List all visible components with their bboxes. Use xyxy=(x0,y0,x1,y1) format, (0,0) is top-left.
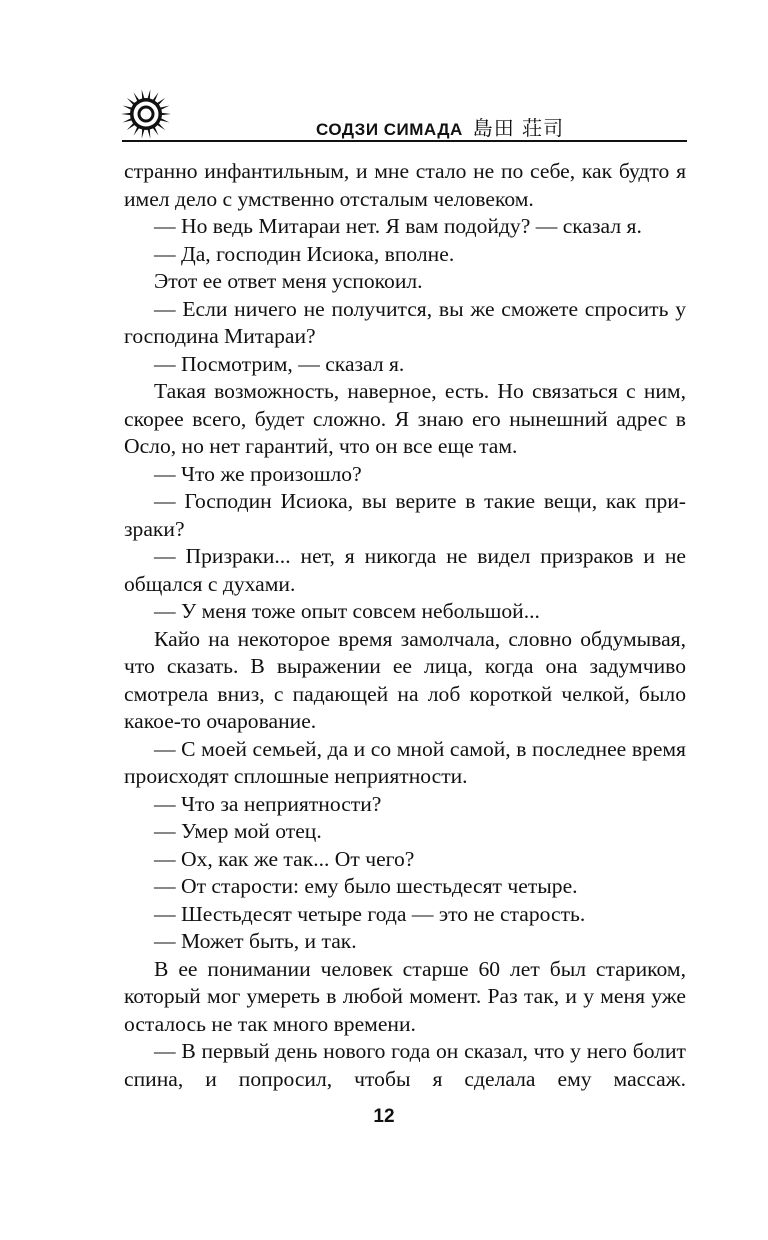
running-head xyxy=(316,112,564,141)
paragraph: — Что за неприятности? xyxy=(154,791,382,816)
paragraph: — Призраки... нет, я никогда не видел призраков и не общался с духами. xyxy=(124,544,686,596)
page-body-text xyxy=(124,158,686,1093)
paragraph: — Да, господин Исиока, вполне. xyxy=(154,241,455,266)
header-rule xyxy=(122,140,687,142)
paragraph: Такая возможность, наверное, есть. Но связаться с ним, скорее всего, будет сложно. Я знаю его нынешний адрес в Осло, но нет гарантий, что он все еще там. xyxy=(124,379,686,458)
paragraph: — Ох, как же так... От чего? xyxy=(154,846,415,871)
paragraph: — Посмотрим, — сказал я. xyxy=(154,351,405,376)
paragraph: — Если ничего не получится, вы же сможете спросить у господина Митараи? xyxy=(124,296,686,348)
paragraph: — Что же произошло? xyxy=(154,461,362,486)
paragraph: Этот ее ответ меня успокоил. xyxy=(154,269,423,293)
paragraph: — Но ведь Митараи нет. Я вам подойду? — сказал я. xyxy=(154,214,642,238)
paragraph: — Шестьдесят четыре года — это не старость. xyxy=(154,901,586,926)
paragraph: В ее понимании человек старше 60 лет был стариком, который мог умереть в любой момент. Раз так, и у меня уже осталось не так много времени. xyxy=(124,956,686,1036)
author-name-japanese: 島田 荘司 xyxy=(472,116,565,140)
paragraph: — Господин Исиока, вы верите в такие вещи, как призраки? xyxy=(124,489,686,541)
paragraph: странно инфантильным, и мне стало не по себе, как будто я имел дело с умственно отсталым человеком. xyxy=(124,159,686,211)
paragraph: — У меня тоже опыт совсем небольшой... xyxy=(154,599,540,623)
page-header xyxy=(0,0,768,150)
sunburst-circle-icon xyxy=(120,88,172,140)
paragraph: — Может быть, и так. xyxy=(154,929,357,953)
paragraph: — Умер мой отец. xyxy=(154,819,322,843)
paragraph: — В первый день нового года он сказал, что у него болит спина, и попросил, чтобы я сделала ему массаж. xyxy=(124,1039,686,1091)
author-name: СОДЗИ СИМАДА xyxy=(316,120,463,139)
page-number: 12 xyxy=(373,1106,395,1127)
paragraph: Кайо на некоторое время замолчала, словно обдумывая, что сказать. В выражении ее лица, когда она задумчиво смотрела вниз, с падающей на лоб короткой челкой, было какое-то очарование. xyxy=(124,626,686,733)
paragraph: — С моей семьей, да и со мной самой, в последнее время происходят сплошные неприятности. xyxy=(124,736,686,788)
paragraph: — От старости: ему было шестьдесят четыре. xyxy=(154,874,578,898)
